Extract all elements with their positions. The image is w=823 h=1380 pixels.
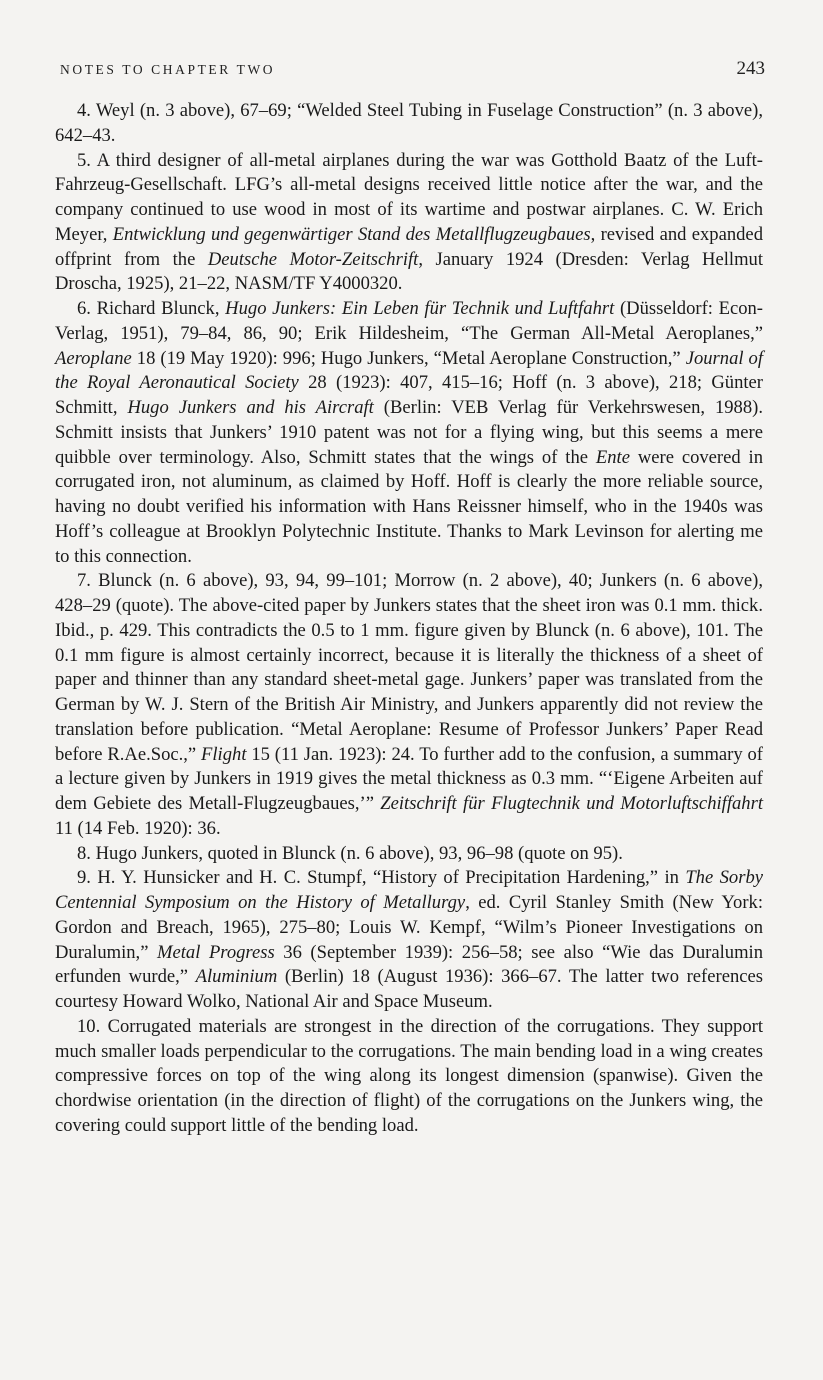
note-text: 5. A third designer of all-metal airplanes during the war was Gotthold Baatz of the Luft-Fahrzeug-Gesellschaft. LFG’s all-metal designs received little notice after the war, and the company continued to use wood in most of its wartime and postwar airplanes. C. W. Erich Meyer, [55,149,763,245]
note-text: 36 (September 1939): 256–58; see also “Wie das Duralumin erfunden wurde,” [55,941,763,988]
note-text: 18 (19 May 1920): 996; Hugo Junkers, “Metal Aeroplane Construction,” [131,347,686,369]
endnotes-list [55,99,763,1139]
note-text: (Düsseldorf: Econ-Verlag, 1951), 79–84, 86, 90; Erik Hildesheim, “The German All-Metal Aeroplanes,” [55,298,763,344]
cited-title: Aeroplane [55,347,132,369]
note-text: , revised and expanded offprint from the [55,223,763,270]
cited-title: The Sorby Centennial Symposium on the History of Metallurgy [55,867,763,913]
note-text: 15 (11 Jan. 1923): 24. To further add to the confusion, a summary of a lecture given by Junkers in 1919 gives the metal thickness as 0.3 mm. “‘Eigene Arbeiten auf dem Gebiete des Metall-Flugzeugbaues,’” [55,743,763,814]
endnote-6 [55,297,763,569]
cited-title: Metal Progress [157,941,275,963]
cited-title: Journal of the Royal Aeronautical Society [55,347,763,394]
endnote-10 [55,1015,763,1139]
note-text: 11 (14 Feb. 1920): 36. [55,817,221,839]
running-head: NOTES TO CHAPTER TWO [60,62,276,77]
note-text: 6. Richard Blunck, [77,298,226,319]
endnote-7 [55,569,763,841]
note-text: 8. Hugo Junkers, quoted in Blunck (n. 6 above), 93, 96–98 (quote on 95). [77,842,623,864]
page-number: 243 [736,58,765,79]
cited-title: Deutsche Motor-Zeitschrift [207,248,419,270]
page-header [60,58,765,80]
note-text: 9. H. Y. Hunsicker and H. C. Stumpf, “History of Precipitation Hardening,” in [77,867,686,889]
note-text: , ed. Cyril Stanley Smith (New York: Gordon and Breach, 1965), 275–80; Louis W. Kempf, “Wilm’s Pioneer Investigations on Duralumin,” [55,892,763,963]
note-text: 28 (1923): 407, 415–16; Hoff (n. 3 above), 218; Günter Schmitt, [55,372,764,418]
endnote-4 [55,99,763,149]
cited-title: Hugo Junkers: Ein Leben für Technik und Luftfahrt [225,298,615,319]
cited-title: Hugo Junkers and his Aircraft [127,397,374,418]
cited-title: Zeitschrift für Flugtechnik und Motorluftschiffahrt [380,793,763,814]
endnote-8 [55,842,763,867]
note-text: , January 1924 (Dresden: Verlag Hellmut Droscha, 1925), 21–22, NASM/TF Y4000320. [55,248,763,295]
cited-title: Entwicklung und gegenwärtiger Stand des Metallflugzeugbaues [112,223,591,245]
note-text: 7. Blunck (n. 6 above), 93, 94, 99–101; Morrow (n. 2 above), 40; Junkers (n. 6 above), 428–29 (quote). The above-cited paper by Junkers states that the sheet iron was 0.1 mm. thick. Ibid., p. 429. This contradicts the 0.5 to 1 mm. figure given by Blunck (n. 6 above), 101. The 0.1 mm figure is almost certainly incorrect, because it is literally the thickness of a sheet of paper and thinner than any standard sheet-metal gage. Junkers’ paper was translated from the German by W. J. Stern of the British Air Ministry, and Junkers apparently did not review the translation before publication. “Metal Aeroplane: Resume of Professor Junkers’ Paper Read before R.Ae.Soc.,” [55,570,763,765]
cited-title: Ente [595,446,630,468]
cited-title: Aluminium [195,966,278,988]
note-text: 4. Weyl (n. 3 above), 67–69; “Welded Steel Tubing in Fuselage Construction” (n. 3 above), 642–43. [55,100,763,146]
note-text: (Berlin: VEB Verlag für Verkehrswesen, 1988). Schmitt insists that Junkers’ 1910 patent was not for a flying wing, but this seems a mere quibble over terminology. Also, Schmitt states that the wings of the [55,397,763,468]
note-text: were covered in corrugated iron, not aluminum, as claimed by Hoff. Hoff is clearly the more reliable source, having no doubt verified his information with Hans Reissner himself, who in the 1940s was Hoff’s colleague at Brooklyn Polytechnic Institute. Thanks to Mark Levinson for alerting me to this connection. [55,446,763,567]
cited-title: Flight [201,743,247,765]
endnote-9 [55,866,763,1015]
endnote-5 [55,149,763,298]
note-text: 10. Corrugated materials are strongest in the direction of the corrugations. They support much smaller loads perpendicular to the corrugations. The main bending load in a wing creates compressive forces on top of the wing along its longest dimension (spanwise). Given the chordwise orientation (in the direction of flight) of the corrugations on the Junkers wing, the covering could support little of the bending load. [55,1015,763,1136]
note-text: (Berlin) 18 (August 1936): 366–67. The latter two references courtesy Howard Wolko, National Air and Space Museum. [55,966,763,1012]
